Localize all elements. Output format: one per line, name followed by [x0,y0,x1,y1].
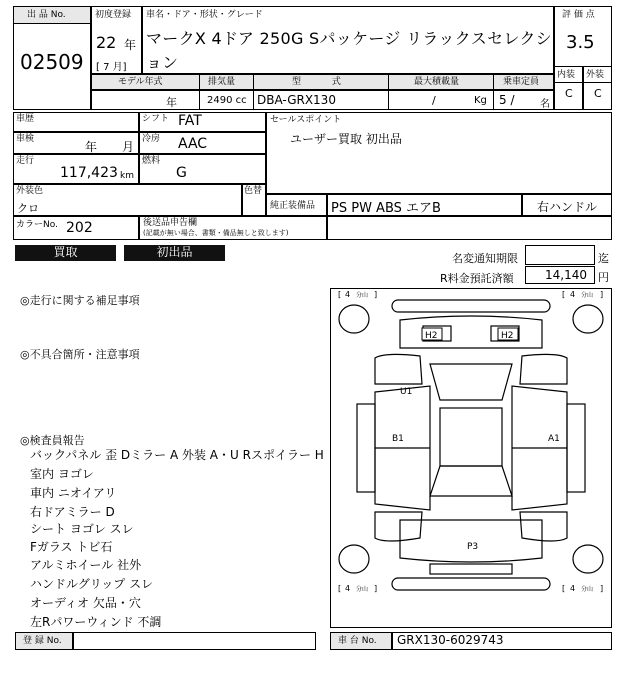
deadline-unit: 迄 [598,252,609,265]
tire-tread-fl-unit: 分山 [356,292,369,299]
color-no-value: 202 [66,220,93,236]
interior-label: 内装 [557,70,576,80]
interior-grade: C [565,87,573,100]
ac-value: AAC [178,136,208,152]
lot-number: 02509 [20,50,84,74]
inspector-line: シート ヨゴレ スレ [30,522,134,536]
sales-point-label: セールスポイント [270,115,342,125]
mileage-label: 走行 [16,156,35,166]
tire-tread-fr-unit: 分山 [581,292,594,299]
type-value: DBA-GRX130 [257,93,336,107]
damage-mark-b1: B1 [392,434,404,444]
recycle-label: R料金預託済額 [440,272,514,285]
tag-first-listing: 初出品 [124,245,225,261]
capacity-unit: 名 [540,99,550,110]
car-diagram [330,288,612,628]
ext-color-cell [13,184,242,216]
rear-fender-left [375,512,422,541]
capacity-label: 乗車定員 [503,77,540,87]
damage-mark-p3: P3 [467,542,479,552]
tire-front-right [573,305,603,333]
equipment-value: PS PW ABS エアB [331,201,441,216]
color-change-label: 色替 [244,186,263,196]
score-value: 3.5 [566,32,595,53]
right-outer-body [567,404,585,492]
inspector-line: 左Rパワーウィンド 不調 [30,615,162,629]
damage-mark-headlamp-left: H2 [425,331,438,341]
exterior-grade: C [594,87,602,100]
model-year-unit: 年 [166,96,177,109]
hood [400,316,542,348]
tire-tread-rr-bracket-end: ] [600,584,604,593]
reg-no-cell [73,632,316,650]
inspector-line: 車内 ニオイアリ [30,486,117,500]
steering-value: 右ハンドル [537,200,598,214]
front-fender-right [520,354,567,384]
first-reg-year: 22 [96,33,117,52]
inspector-line: オーディオ 欠品・穴 [30,596,141,610]
inspection-month-unit: 月 [122,140,135,154]
score-label: 評 価 点 [562,10,595,20]
sales-point-text: ユーザー買取 初出品 [290,132,402,146]
chassis-label: 車 台 No. [338,636,377,646]
deadline-box [525,245,595,265]
ac-label: 冷房 [142,134,161,144]
damage-mark-a1: A1 [548,434,560,444]
recycle-unit: 円 [598,271,609,284]
displacement-label: 排気量 [208,77,236,87]
max-load-unit: Kg [474,95,487,106]
tire-tread-rr-bracket: [ [562,584,566,593]
type-label: 型 式 [292,77,355,87]
lot-label: 出 品 No. [27,10,66,20]
first-reg-month: [ 7 月] [96,62,127,73]
inspector-line: 右ドアミラー D [30,505,115,519]
inspector-line: アルミホイール 社外 [30,558,142,572]
inspector-label: ◎検査員報告 [20,434,85,447]
windshield [430,364,512,400]
left-outer-body [357,404,375,492]
inspector-line: 室内 ヨゴレ [30,467,94,481]
fuel-value: G [176,165,187,181]
shift-label: シフト [142,114,170,124]
tire-tread-rl: 4 [345,584,351,593]
color-no-label: カラーNo. [16,220,58,230]
chassis-number: GRX130-6029743 [397,633,504,647]
recycle-amount: 14,140 [545,268,587,282]
inspection-label: 車検 [16,134,35,144]
tail-plate [430,564,512,574]
aftermarket-extra-cell [327,216,612,240]
inspector-line: バックパネル 歪 Dミラー A 外装 A・U Rスポイラー H [30,448,324,462]
damage-mark-headlamp-right: H2 [501,331,514,341]
driving-notes-label: ◎走行に関する補足事項 [20,294,140,307]
defects-label: ◎不具合箇所・注意事項 [20,348,140,361]
tire-tread-rr-unit: 分山 [581,586,594,593]
tag-kaitori: 買取 [15,245,116,261]
inspector-line: ハンドルグリップ スレ [30,577,154,591]
rear-fender-right [520,512,567,541]
mileage-unit: km [120,171,134,181]
tire-tread-rl-bracket: [ [338,584,342,593]
car-name-line1: マークX 4ドア 250G Sパッケージ リラックスセレクシ [146,29,552,48]
tire-rear-right [573,545,603,573]
ext-color-value: クロ [17,202,39,215]
tire-rear-left [339,545,369,573]
reg-no-label: 登 録 No. [23,636,62,646]
aftermarket-label: 後送品申告欄 [143,218,198,228]
tire-tread-fr-bracket: [ [562,290,566,299]
model-year-label: モデル年式 [118,77,163,87]
tire-tread-rr: 4 [570,584,576,593]
aftermarket-note: (記載が無い場合、書類・備品無しと致します) [143,229,289,237]
damage-mark-u1: U1 [400,387,413,397]
mileage-value: 117,423 [60,165,118,181]
car-name-label: 車名・ドア・形状・グレード [146,10,263,20]
car-name-line2: ョン [146,53,179,72]
shift-value: FAT [178,113,202,129]
tire-front-left [339,305,369,333]
front-bumper [392,300,550,312]
inspection-year-unit: 年 [85,140,98,154]
displacement-value: 2490 cc [207,95,247,106]
capacity-value: 5 / [499,93,515,107]
history-label: 車歴 [16,114,35,124]
tire-tread-rl-bracket-end: ] [374,584,378,593]
roof [440,408,502,466]
tire-tread-rl-unit: 分山 [356,586,369,593]
equipment-label: 純正装備品 [270,201,316,211]
first-reg-year-unit: 年 [124,38,137,52]
rear-window [430,466,512,496]
tire-tread-fr-bracket-end: ] [600,290,604,299]
ext-color-label: 外装色 [16,186,44,196]
rear-bumper [392,578,550,590]
front-fender-left [375,354,422,384]
exterior-label: 外装 [586,70,605,80]
tire-tread-fl-bracket-end: ] [374,290,378,299]
deadline-label: 名変通知期限 [452,252,518,265]
tire-tread-fl-bracket: [ [338,290,342,299]
fuel-label: 燃料 [142,156,161,166]
max-load-sep: / [432,94,436,107]
max-load-label: 最大積載量 [414,77,460,87]
tire-tread-fr: 4 [570,290,576,299]
inspector-line: Fガラス トビ石 [30,540,113,554]
tire-tread-fl: 4 [345,290,351,299]
first-reg-label: 初度登録 [95,10,132,20]
